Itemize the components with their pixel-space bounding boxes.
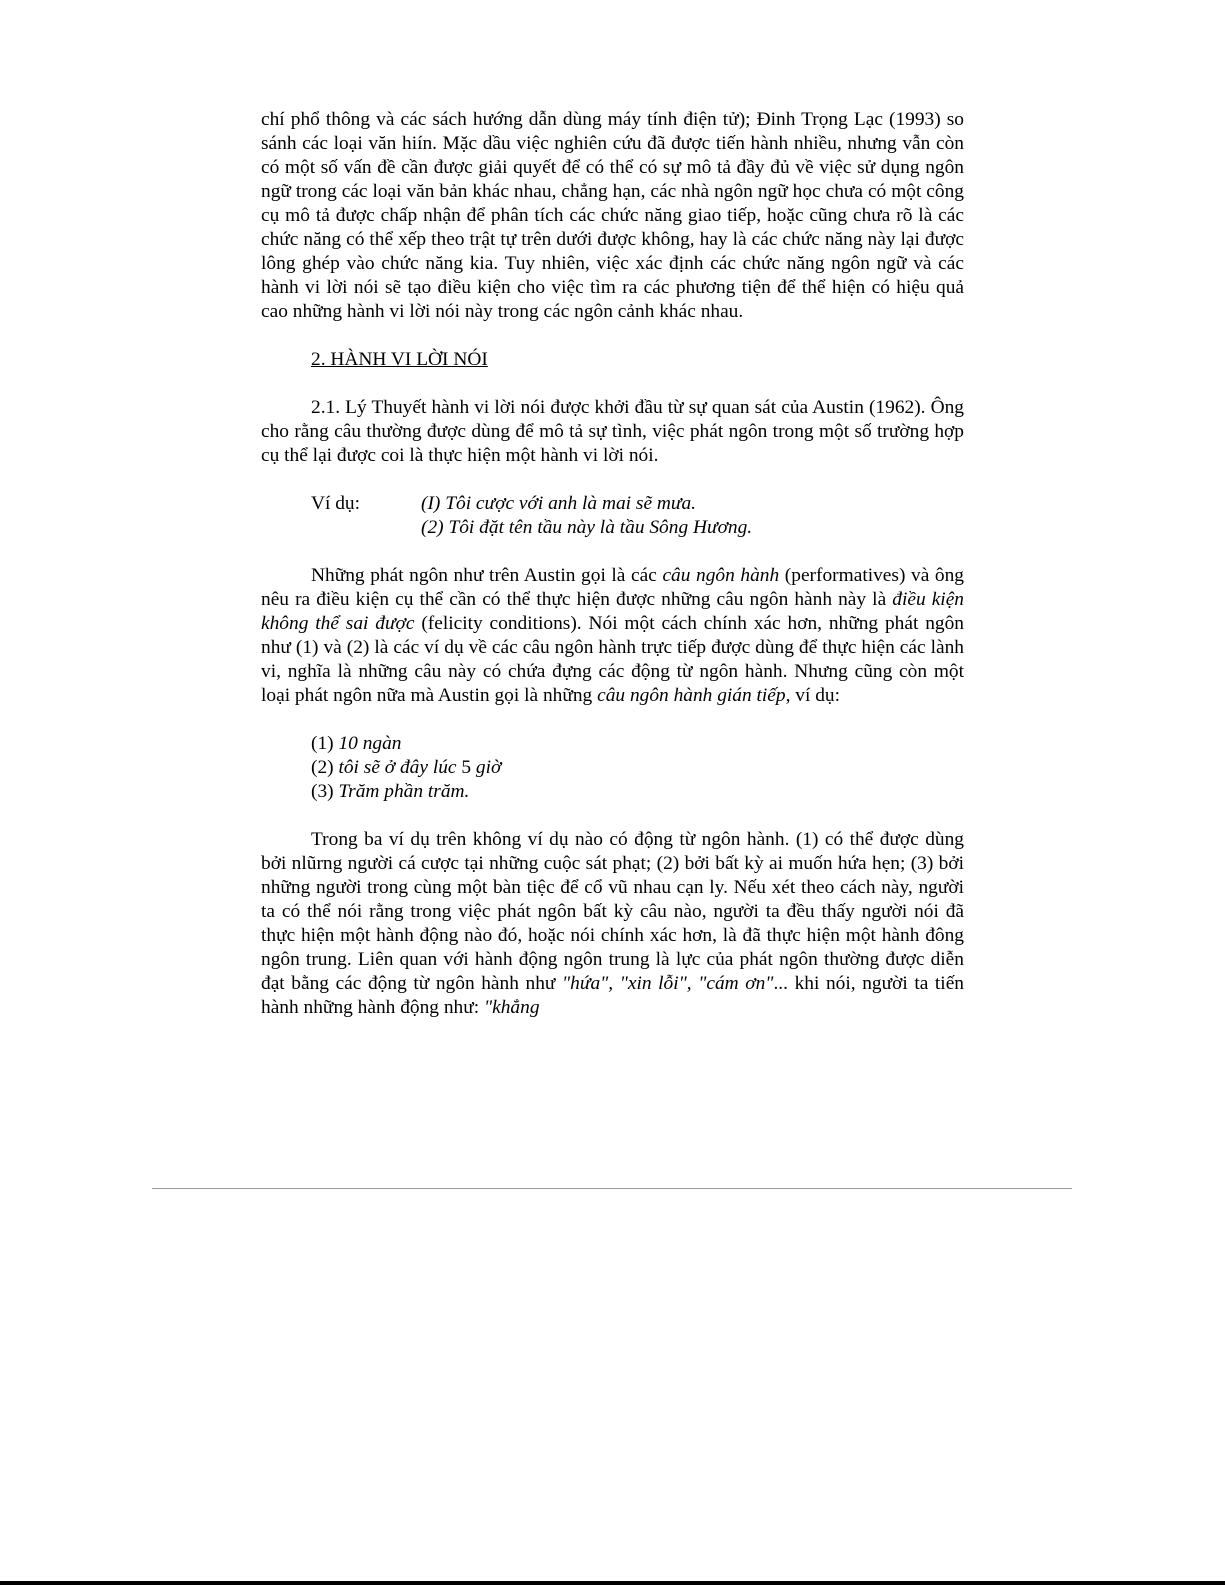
- example-text: Trăm phần trăm.: [338, 781, 470, 802]
- numbered-example: [311, 732, 964, 756]
- section-2-1-paragraph: 2.1. Lý Thuyết hành vi lời nói được khởi đầu từ sự quan sát của Austin (1962). Ông cho rằng câu thường được dùng để mô tả sự tình, việc phát ngôn trong một số trường hợp cụ thể lại được coi là thực hiện một hành vi lời nói.: [261, 397, 964, 466]
- numbered-example: [311, 780, 964, 804]
- text-run: Những phát ngôn như trên Austin gọi là các: [311, 565, 663, 586]
- example-label: Ví dụ:: [311, 493, 361, 514]
- intro-paragraph: chí phổ thông và các sách hướng dẫn dùng máy tính điện tử); Đinh Trọng Lạc (1993) so sánh các loại văn hiín. Mặc dầu việc nghiên cứu đã được tiến hành nhiều, nhưng vẫn còn có một số vấn đề cần được giải quyết để có thể có sự mô tả đầy đủ về việc sử dụng ngôn ngữ trong các loại văn bản khác nhau, chẳng hạn, các nhà ngôn ngữ học chưa có một công cụ mô tả được chấp nhận để phân tích các chức năng giao tiếp, hoặc cũng chưa rõ là các chức năng có thể xếp theo trật tự trên dưới được không, hay là các chức năng này lại được lông ghép vào chức năng kia. Tuy nhiên, việc xác định các chức năng ngôn ngữ và các hành vi lời nói sẽ tạo điều kiện cho việc tìm ra các phương tiện để thể hiện có hiệu quả cao những hành vi lời nói này trong các ngôn cảnh khác nhau.: [261, 109, 964, 322]
- final-paragraph: [261, 828, 964, 1020]
- page-bottom-edge: [0, 1581, 1225, 1585]
- example-text-plain: 5: [461, 757, 472, 778]
- numbered-example: [311, 756, 964, 780]
- section-heading: 2. HÀNH VI LỜI NÓI: [311, 349, 488, 370]
- numbered-examples: [261, 732, 964, 804]
- example-number: (2): [311, 757, 339, 778]
- example-text: giờ: [471, 757, 502, 778]
- term-felicity-conditions: điều kiện không thể sai được: [261, 589, 964, 634]
- example-lines: [421, 492, 964, 540]
- performatives-paragraph: [261, 564, 964, 708]
- text-run: ... khi nói, người ta tiến hành những hành động như:: [261, 973, 964, 1018]
- quoted-verbs: "hứa", "xin lỗi", "cám ơn": [562, 973, 774, 994]
- example-text: 10 ngàn: [338, 733, 402, 754]
- term-performatives: câu ngôn hành: [662, 565, 780, 586]
- example-number: (1): [311, 733, 339, 754]
- term-indirect-performatives: câu ngôn hành gián tiếp: [597, 685, 786, 706]
- example-number: (3): [311, 781, 339, 802]
- example-line: (I) Tôi cược với anh là mai sẽ mưa.: [421, 493, 697, 514]
- document-page: [261, 108, 964, 1020]
- page-divider: [152, 1188, 1072, 1189]
- text-run: , ví dụ:: [785, 685, 841, 706]
- text-run: (felicity conditions). Nói một cách chính xác hơn, những phát ngôn như (1) và (2) là các ví dụ về các câu ngôn hành trực tiếp được dùng để thực hiện các lành vi, nghĩa là những câu này có chứa đựng các động từ ngôn hành. Nhưng cũng còn một loại phát ngôn nữa mà Austin gọi là những: [261, 613, 964, 706]
- text-run: Trong ba ví dụ trên không ví dụ nào có động từ ngôn hành. (1) có thể được dùng bởi nlũrng người cá cược tại những cuộc sát phạt; (2) bởi bất kỳ ai muốn hứa hẹn; (3) bởi những người trong cùng một bàn tiệc để cổ vũ nhau cạn ly. Nếu xét theo cách này, người ta có thể nói rằng trong việc phát ngôn bất kỳ câu nào, người ta đều thấy người nói đã thực hiện một hành động nào đó, hoặc nói chính xác hơn, là đã thực hiện một hành đông ngôn trung. Liên quan với hành động ngôn trung là lực của phát ngôn thường được diễn đạt bằng các động từ ngôn hành như: [261, 829, 964, 994]
- quoted-verb-cut: "khẳng: [483, 997, 540, 1018]
- example-text: tôi sẽ ở đây lúc: [338, 757, 462, 778]
- example-block: [261, 492, 964, 540]
- text-run: (performatives) và ông nêu ra điều kiện cụ thể cần có thể thực hiện được những câu ngôn hành này là: [261, 565, 964, 610]
- example-line: (2) Tôi đặt tên tầu này là tầu Sông Hương.: [421, 517, 753, 538]
